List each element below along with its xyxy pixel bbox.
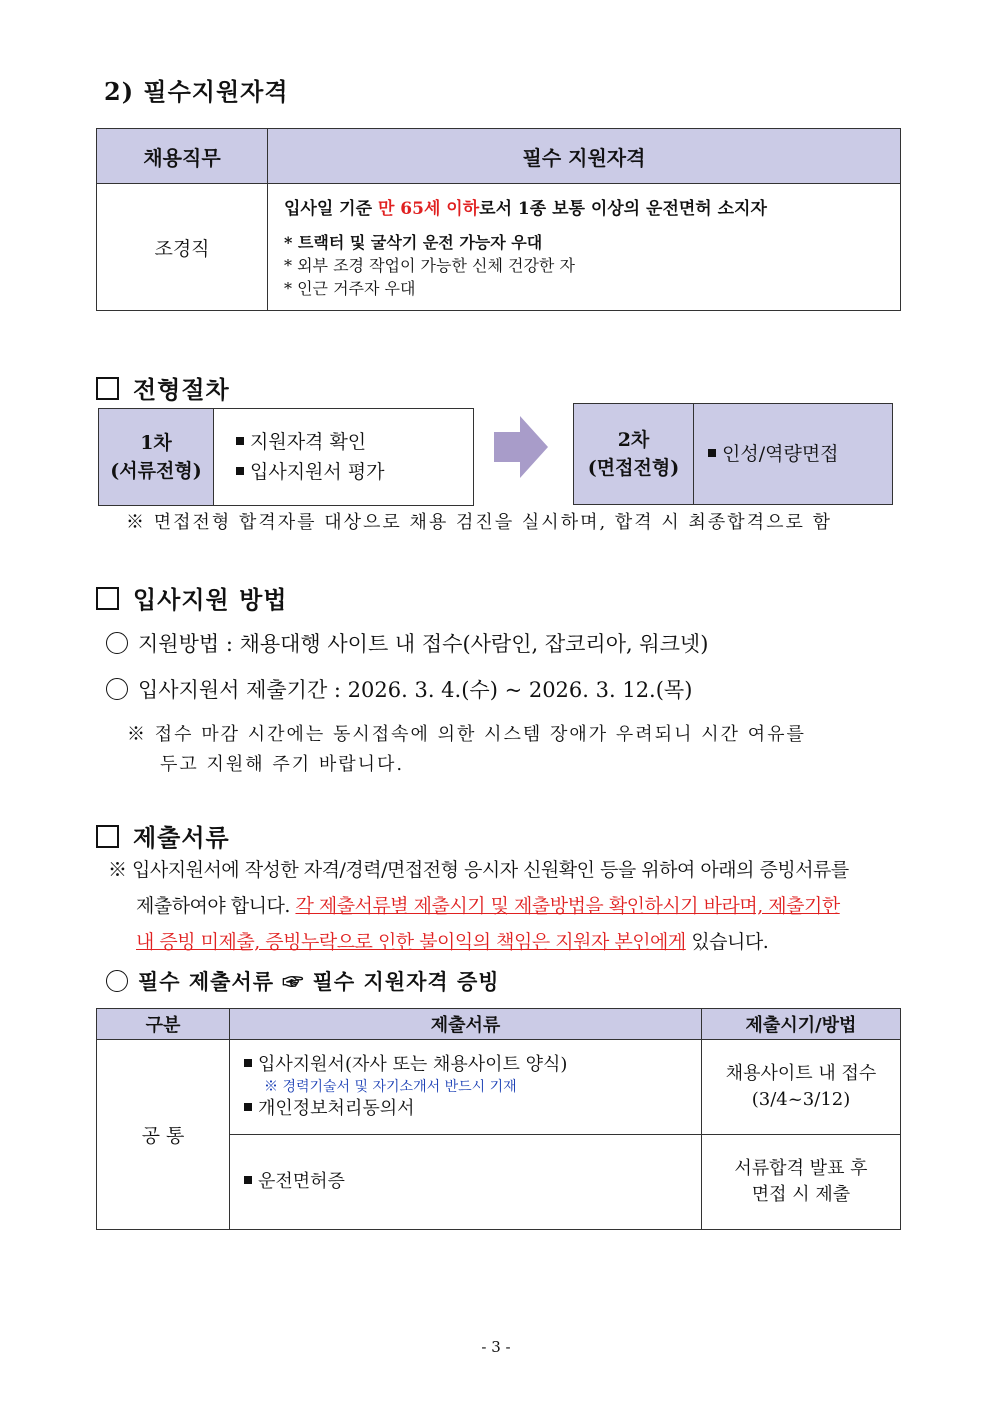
doc-item: 입사지원서(자사 또는 채용사이트 양식)	[244, 1052, 700, 1078]
checkbox-square-icon	[96, 825, 119, 848]
step1-item: 지원자격 확인	[236, 427, 385, 457]
row1-when-cell: 채용사이트 내 접수 (3/4~3/12)	[702, 1040, 901, 1135]
row2-docs-cell	[230, 1135, 702, 1230]
step1-subtitle: (서류전형)	[110, 460, 202, 482]
documents-table	[96, 1008, 901, 1230]
square-bullet-icon	[244, 1059, 252, 1067]
square-bullet-icon	[236, 467, 244, 475]
process-heading: 전형절차	[96, 370, 230, 405]
apply-note-line2: 두고 지원해 주기 바랍니다.	[160, 754, 405, 775]
doc-subnote: ※ 경력기술서 및 자기소개서 반드시 기재	[264, 1079, 517, 1095]
apply-heading: 입사지원 방법	[96, 580, 287, 615]
step2-title-cell	[574, 404, 694, 504]
apply-method: 지원방법 : 채용대행 사이트 내 접수(사람인, 잡코리아, 워크넷)	[106, 628, 708, 658]
requirement-cell	[268, 184, 901, 311]
process-step1-box	[98, 408, 474, 506]
step1-title-cell	[99, 409, 214, 505]
step2-items	[694, 404, 839, 504]
checkbox-square-icon	[96, 587, 119, 610]
requirement-preferred-3: * 인근 거주자 우대	[284, 279, 416, 298]
step2-subtitle: (면접전형)	[587, 457, 680, 479]
step1-items	[214, 409, 385, 505]
process-step2-box	[573, 403, 893, 505]
step1-title: 1차	[140, 432, 172, 454]
square-bullet-icon	[236, 437, 244, 445]
step2-title: 2차	[617, 429, 650, 451]
circle-bullet-icon	[106, 970, 128, 992]
documents-note-line1: ※ 입사지원서에 작성한 자격/경력/면접전형 응시자 신원확인 등을 위하여 아래의 증빙서류를	[108, 859, 849, 881]
page-number: - 3 -	[481, 1338, 511, 1356]
documents-heading: 제출서류	[96, 818, 230, 853]
row1-docs-cell	[230, 1040, 702, 1135]
arrow-right-icon	[494, 416, 548, 478]
documents-note-line2: 제출하여야 합니다. 각 제출서류별 제출시기 및 제출방법을 확인하시기 바라며, 제출기한	[136, 895, 840, 917]
qualifications-heading: 2) 필수지원자격	[104, 77, 289, 106]
documents-note-line3: 내 증빙 미제출, 증빙누락으로 인한 불이익의 책임은 지원자 본인에게 있습니다.	[136, 931, 769, 953]
checkbox-square-icon	[96, 377, 119, 400]
apply-note-line1: ※ 접수 마감 시간에는 동시접속에 의한 시스템 장애가 우려되니 시간 여유를	[127, 724, 806, 745]
col-type-header: 구분	[97, 1009, 230, 1040]
job-cell: 조경직	[97, 184, 268, 311]
step2-item: 인성/역량면접	[708, 439, 839, 469]
qualification-table	[96, 128, 901, 311]
col-requirement-header: 필수 지원자격	[268, 129, 901, 184]
step1-item: 입사지원서 평가	[236, 457, 385, 487]
requirement-preferred-1: * 트랙터 및 굴삭기 운전 가능자 우대	[284, 233, 543, 252]
requirement-preferred-2: * 외부 조경 작업이 가능한 신체 건강한 자	[284, 256, 575, 275]
row-type-cell: 공 통	[97, 1040, 230, 1230]
col-docs-header: 제출서류	[230, 1009, 702, 1040]
square-bullet-icon	[244, 1176, 252, 1184]
col-when-header: 제출시기/방법	[702, 1009, 901, 1040]
apply-period: 입사지원서 제출기간 : 2026. 3. 4.(수) ~ 2026. 3. 12.(목)	[106, 674, 692, 704]
circle-bullet-icon	[106, 632, 128, 654]
square-bullet-icon	[708, 449, 716, 457]
circle-bullet-icon	[106, 678, 128, 700]
col-job-header: 채용직무	[97, 129, 268, 184]
requirement-main: 입사일 기준 만 65세 이하로서 1종 보통 이상의 운전면허 소지자	[284, 199, 767, 219]
doc-item: 개인정보처리동의서	[244, 1096, 700, 1122]
process-note: ※ 면접전형 합격자를 대상으로 채용 검진을 실시하며, 합격 시 최종합격으로 함	[126, 512, 832, 533]
required-docs-heading: 필수 제출서류 ☞ 필수 지원자격 증빙	[106, 966, 500, 996]
row2-when-cell: 서류합격 발표 후 면접 시 제출	[702, 1135, 901, 1230]
square-bullet-icon	[244, 1103, 252, 1111]
doc-item: 운전면허증	[244, 1169, 700, 1195]
